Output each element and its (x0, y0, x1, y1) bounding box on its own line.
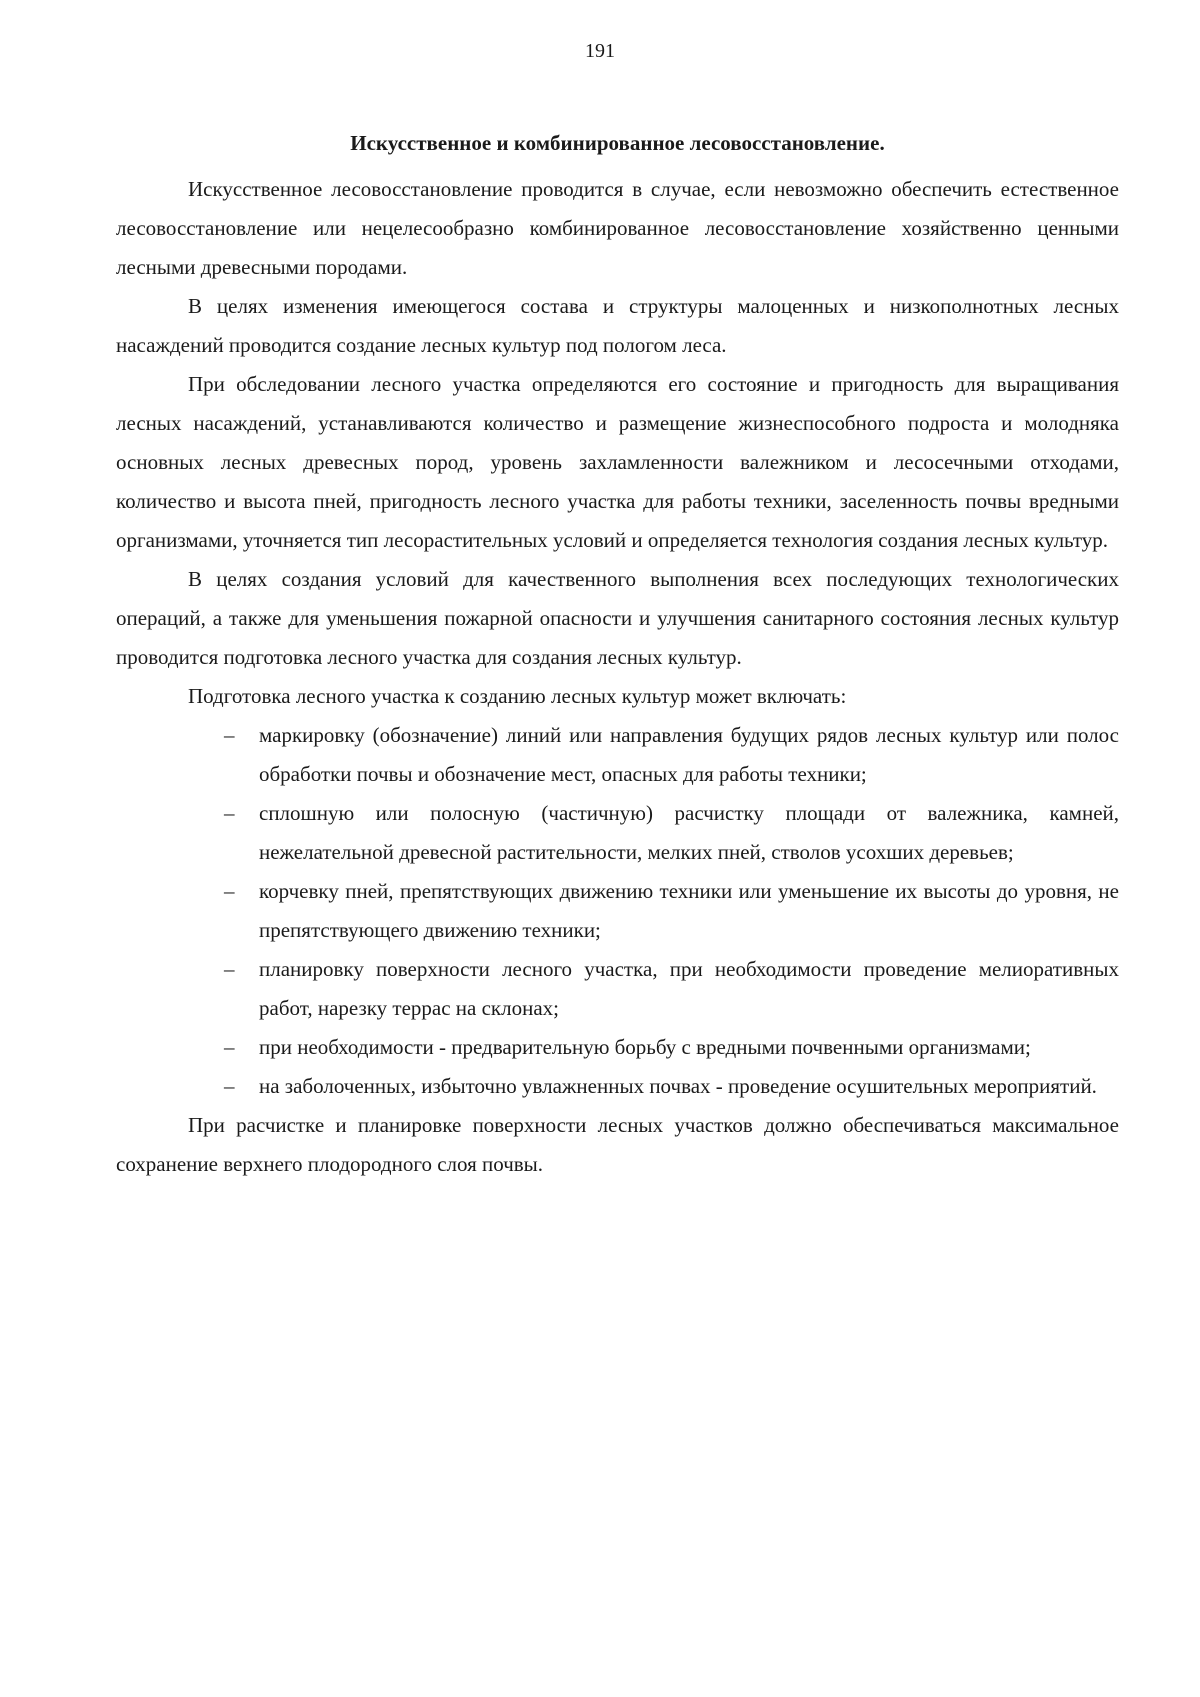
paragraph-5: Подготовка лесного участка к созданию лесных культур может включать: (188, 684, 847, 708)
list-item (116, 872, 1119, 950)
list-item-text: сплошную или полосную (частичную) расчистку площади от валежника, камней, нежелательной древесной растительности, мелких пней, стволов усохших деревьев; (259, 801, 1119, 864)
dash-bullet-icon: – (224, 879, 235, 903)
dash-bullet-icon: – (224, 1074, 235, 1098)
paragraph-1: Искусственное лесовосстановление проводится в случае, если невозможно обеспечить естественное лесовосстановление или нецелесообразно комбинированное лесовосстановление хозяйственно ценными лесными древесными породами. (116, 177, 1119, 279)
list-item-text: на заболоченных, избыточно увлажненных почвах - проведение осушительных мероприятий. (259, 1074, 1097, 1098)
dash-bullet-icon: – (224, 723, 235, 747)
list-item-text: маркировку (обозначение) линий или направления будущих рядов лесных культур или полос обработки почвы и обозначение мест, опасных для работы техники; (259, 723, 1119, 786)
paragraph-3: При обследовании лесного участка определяются его состояние и пригодность для выращивания лесных насаждений, устанавливаются количество и размещение жизнеспособного подроста и молодняка основных лесных древесных пород, уровень захламленности валежником и лесосечными отходами, количество и высота пней, пригодность лесного участка для работы техники, заселенность почвы вредными организмами, уточняется тип лесорастительных условий и определяется технология создания лесных культур. (116, 372, 1119, 552)
dash-bullet-icon: – (224, 801, 235, 825)
list-item (116, 794, 1119, 872)
list-item-text: планировку поверхности лесного участка, при необходимости проведение мелиоративных работ, нарезку террас на склонах; (259, 957, 1119, 1020)
list-item-text: корчевку пней, препятствующих движению техники или уменьшение их высоты до уровня, не препятствующего движению техники; (259, 879, 1119, 942)
paragraph-2: В целях изменения имеющегося состава и структуры малоценных и низкополнотных лесных насаждений проводится создание лесных культур под пологом леса. (116, 294, 1119, 357)
list-item-text: при необходимости - предварительную борьбу с вредными почвенными организмами; (259, 1035, 1031, 1059)
document-body (116, 124, 1119, 1184)
list-item (116, 950, 1119, 1028)
list-item (116, 716, 1119, 794)
section-heading: Искусственное и комбинированное лесовосстановление. (350, 131, 885, 155)
list-item (116, 1028, 1119, 1067)
dash-bullet-icon: – (224, 957, 235, 981)
bullet-list (116, 716, 1119, 1106)
dash-bullet-icon: – (224, 1035, 235, 1059)
page-number: 191 (585, 40, 615, 62)
paragraph-4: В целях создания условий для качественного выполнения всех последующих технологических операций, а также для уменьшения пожарной опасности и улучшения санитарного состояния лесных культур проводится подготовка лесного участка для создания лесных культур. (116, 567, 1119, 669)
list-item (116, 1067, 1119, 1106)
closing-paragraph: При расчистке и планировке поверхности лесных участков должно обеспечиваться максимальное сохранение верхнего плодородного слоя почвы. (116, 1113, 1119, 1176)
